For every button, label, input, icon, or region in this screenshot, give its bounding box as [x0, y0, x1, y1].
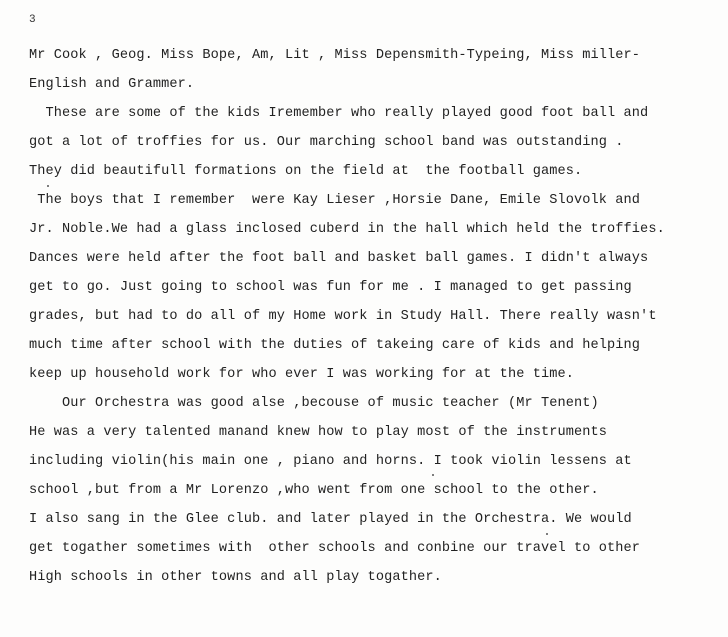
text-line: get to go. Just going to school was fun for me . I managed to get passing	[29, 280, 632, 295]
text-line: He was a very talented manand knew how to play most of the instruments	[29, 425, 608, 440]
text-line: Our Orchestra was good alse ,becouse of music teacher (Mr Tenent)	[29, 396, 599, 411]
paper-speck	[546, 533, 548, 535]
text-line: grades, but had to do all of my Home work in Study Hall. There really wasn't	[29, 309, 657, 324]
paper-speck	[432, 474, 434, 476]
text-line: including violin(his main one , piano and horns. I took violin lessens at	[29, 454, 632, 469]
text-line: They did beautifull formations on the field at the football games.	[29, 164, 583, 179]
text-line: school ,but from a Mr Lorenzo ,who went from one school to the other.	[29, 483, 599, 498]
text-line: The boys that I remember were Kay Lieser ,Horsie Dane, Emile Slovolk and	[29, 193, 641, 208]
page-number-mark: 3	[29, 14, 36, 26]
text-line: Mr Cook , Geog. Miss Bope, Am, Lit , Miss Depensmith-Typeing, Miss miller-	[29, 48, 641, 63]
text-line: keep up household work for who ever I was working for at the time.	[29, 367, 574, 382]
text-line: Jr. Noble.We had a glass inclosed cuberd in the hall which held the troffies.	[29, 222, 665, 237]
text-line: much time after school with the duties of takeing care of kids and helping	[29, 338, 641, 353]
text-line: I also sang in the Glee club. and later played in the Orchestra. We would	[29, 512, 632, 527]
text-line: Dances were held after the foot ball and basket ball games. I didn't always	[29, 251, 649, 266]
paper-speck	[47, 185, 49, 187]
text-line: English and Grammer.	[29, 77, 195, 92]
text-line: High schools in other towns and all play togather.	[29, 570, 442, 585]
text-line: get togather sometimes with other schools and conbine our travel to other	[29, 541, 641, 556]
text-line: These are some of the kids Iremember who really played good foot ball and	[29, 106, 649, 121]
text-line: got a lot of troffies for us. Our marching school band was outstanding .	[29, 135, 624, 150]
